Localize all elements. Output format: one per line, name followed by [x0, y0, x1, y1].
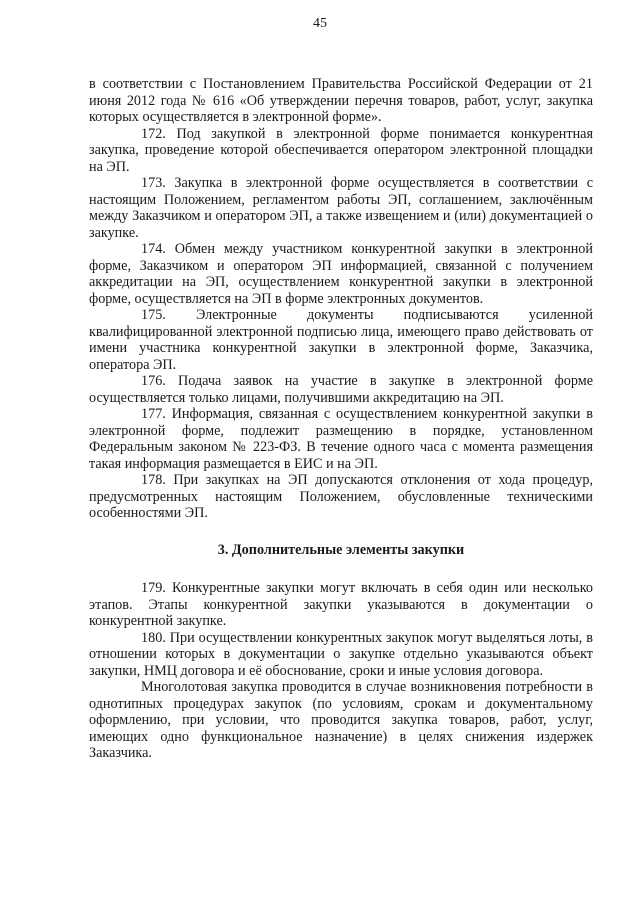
paragraph-180: 180. При осуществлении конкурентных закупок могут выделяться лоты, в отношении которых в документации о закупке отдельно указываются объект закупки, НМЦ договора и её обоснование, сроки и иные условия договора.: [89, 629, 593, 679]
paragraph-173: 173. Закупка в электронной форме осуществляется в соответствии с настоящим Положением, регламентом работы ЭП, соглашением, заключённым между Заказчиком и оператором ЭП, а также извещением и (или) документацией о закупке.: [89, 175, 593, 241]
paragraph-174: 174. Обмен между участником конкурентной закупки в электронной форме, Заказчиком и оператором ЭП информацией, связанной с получением аккредитации на ЭП, осуществлением конкурентной закупки в электронной форме, осуществляется на ЭП в форме электронных документов.: [89, 241, 593, 307]
paragraph-179: 179. Конкурентные закупки могут включать в себя один или несколько этапов. Этапы конкурентной закупки указываются в документации о конкурентной закупке.: [89, 580, 593, 629]
paragraph-177: 177. Информация, связанная с осуществлением конкурентной закупки в электронной форме, подлежит размещению в порядке, установленном Федеральным законом № 223-ФЗ. В течение одного часа с момента размещения такая информация размещается в ЕИС и на ЭП.: [89, 406, 593, 472]
document-body: [89, 76, 593, 762]
paragraph-continuation: в соответствии с Постановлением Правительства Российской Федерации от 21 июня 2012 года № 616 «Об утверждении перечня товаров, работ, услуг, закупка которых осуществляется в электронной форме».: [89, 76, 593, 125]
paragraph-178: 178. При закупках на ЭП допускаются отклонения от хода процедур, предусмотренных настоящим Положением, обусловленные техническими особенностями ЭП.: [89, 472, 593, 521]
paragraph-multilot: Многолотовая закупка проводится в случае возникновения потребности в однотипных процедурах закупок (по условиям, срокам и документальному оформлению, при условии, что проводится закупка товаров, работ, услуг, имеющих одно функциональное назначение) в целях снижения издержек Заказчика.: [89, 679, 593, 761]
section-heading: 3. Дополнительные элементы закупки: [217, 541, 465, 558]
page-number: 45: [313, 16, 327, 31]
paragraph-172: 172. Под закупкой в электронной форме понимается конкурентная закупка, проведение которой обеспечивается оператором электронной площадки на ЭП.: [89, 125, 593, 175]
paragraph-176: 176. Подача заявок на участие в закупке в электронной форме осуществляется только лицами, получившими аккредитацию на ЭП.: [89, 373, 593, 406]
paragraph-175: 175. Электронные документы подписываются усиленной квалифицированной электронной подписью лица, имеющего право действовать от имени участника конкурентной закупки в электронной форме, Заказчика, оператора ЭП.: [89, 307, 593, 373]
